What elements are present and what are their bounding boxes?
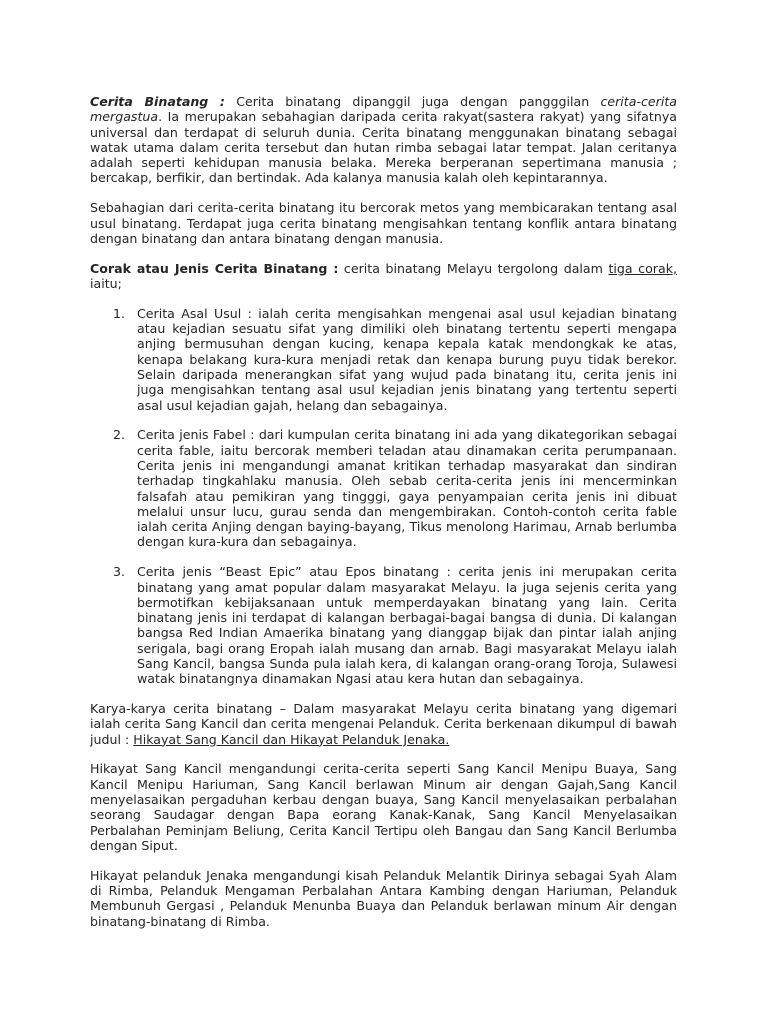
intro-italic-term: cerita-cerita mergastua xyxy=(90,94,677,125)
corak-text-a: cerita binatang Melayu tergolong dalam xyxy=(338,260,609,276)
list-item-text: Cerita jenis “Beast Epic” atau Epos binatang : cerita jenis ini merupakan cerita binatang yang amat popular dalam masyarakat Melayu. Ia juga sejenis cerita yang bermotifkan kebijaksanaan untuk memperdayakan binatang yang lain. Cerita binatang jenis ini terdapat di kalangan berbagai-bagai bangsa di dunia. Di kalangan bangsa Red Indian Amaerika binatang yang dianggap bijak dan pintar ialah anjing serigala, bagi orang Eropah ialah musang dan arnab. Bagi masyarakat Melayu ialah Sang Kancil, bangsa Sunda pula ialah kera, di kalangan orang-orang Toroja, Sulawesi watak binatangnya dinamakan Ngasi atau kera hutan dan sebagainya. xyxy=(137,564,677,687)
karya-text: Karya-karya cerita binatang – Dalam masyarakat Melayu cerita binatang yang digemari ialah cerita Sang Kancil dan cerita mengenai Pelanduk. Cerita berkenaan dikumpul di bawah judul : xyxy=(90,701,677,747)
corak-paragraph xyxy=(90,261,677,292)
types-list xyxy=(90,306,677,687)
hikayat-pelanduk-paragraph: Hikayat pelanduk Jenaka mengandungi kisah Pelanduk Melantik Dirinya sebagai Syah Alam di Rimba, Pelanduk Mengaman Perbalahan Antara Kambing dengan Hariuman, Pelanduk Membunuh Gergasi , Pelanduk Menunba Buaya dan Pelanduk berlawan minum Air dengan binatang-binatang di Rimba. xyxy=(90,867,677,929)
intro-paragraph xyxy=(90,94,677,186)
corak-heading: Corak atau Jenis Cerita Binatang : xyxy=(90,260,339,276)
list-item-number: 2. xyxy=(113,427,126,443)
list-item xyxy=(90,306,677,413)
list-item xyxy=(90,564,677,686)
corak-underlined: tiga corak, xyxy=(608,260,677,276)
list-item-number: 1. xyxy=(113,305,126,321)
intro-title: Cerita Binatang : xyxy=(90,94,225,109)
corak-text-b: iaitu; xyxy=(90,275,122,291)
list-item xyxy=(90,427,677,549)
intro-text-b: . Ia merupakan sebahagian daripada cerita rakyat(sastera rakyat) yang sifatnya universal dan terdapat di seluruh dunia. Cerita binatang menggunakan binatang sebagai watak utama dalam cerita tersebut dan hutan rimba sebagai latar tempat. Jalan ceritanya adalah seperti kehidupan manusia belaka. Mereka berperanan sepertimana manusia ; bercakap, berfikir, dan bertindak. Ada kalanya manusia kalah oleh kepintarannya. xyxy=(90,109,677,186)
hikayat-kancil-paragraph: Hikayat Sang Kancil mengandungi cerita-cerita seperti Sang Kancil Menipu Buaya, Sang Kancil Menipu Hariuman, Sang Kancil berlawan Minum air dengan Gajah,Sang Kancil menyelasaikan pergaduhan kerbau dengan buaya, Sang Kancil menyelasaikan perbalahan seorang Saudagar dengan Bapa eorang Kanak-Kanak, Sang Kancil Menyelasaikan Perbalahan Peminjam Beliung, Cerita Kancil Tertipu oleh Bangau dan Sang Kancil Berlumba dengan Siput. xyxy=(90,761,677,853)
karya-paragraph xyxy=(90,701,677,747)
document-page xyxy=(90,94,677,943)
list-item-text: Cerita Asal Usul : ialah cerita mengisahkan mengenai asal usul kejadian binatang atau kejadian sesuatu sifat yang dimiliki oleh binatang tertentu seperti mengapa anjing bermusuhan dengan kucing, kenapa kepala katak mendongkak ke atas, kenapa belakang kura-kura menjadi retak dan kenapa burung puyu tidak berekor. Selain daripada menerangkan sifat yang wujud pada binatang itu, cerita jenis ini juga mengisahkan tentang asal usul kejadian jenis binatang yang tertentu seperti asal usul kejadian gajah, helang dan sebagainya. xyxy=(137,305,677,413)
paragraph-2: Sebahagian dari cerita-cerita binatang itu bercorak metos yang membicarakan tentang asal usul binatang. Terdapat juga cerita binatang mengisahkan tentang konflik antara binatang dengan binatang dan antara binatang dengan manusia. xyxy=(90,200,677,246)
list-item-number: 3. xyxy=(113,564,126,580)
list-item-text: Cerita jenis Fabel : dari kumpulan cerita binatang ini ada yang dikategorikan sebagai cerita fable, iaitu bercorak memberi teladan atau dinamakan cerita perumpanaan. Cerita jenis ini mengandungi amanat kritikan terhadap masyarakat dan sindiran terhadap tingkahlaku manusia. Oleh sebab cerita-cerita jenis ini mencerminkan falsafah atau pemikiran yang tingggi, gaya penyampaian cerita jenis ini dibuat melalui unsur lucu, gurau senda dan mengembirakan. Contoh-contoh cerita fable ialah cerita Anjing dengan baying-bayang, Tikus menolong Harimau, Arnab berlumba dengan kura-kura dan sebagainya. xyxy=(137,427,677,550)
intro-text-a: Cerita binatang dipanggil juga dengan pangggilan xyxy=(224,94,601,109)
karya-underlined-title: Hikayat Sang Kancil dan Hikayat Pelanduk Jenaka. xyxy=(133,731,450,747)
